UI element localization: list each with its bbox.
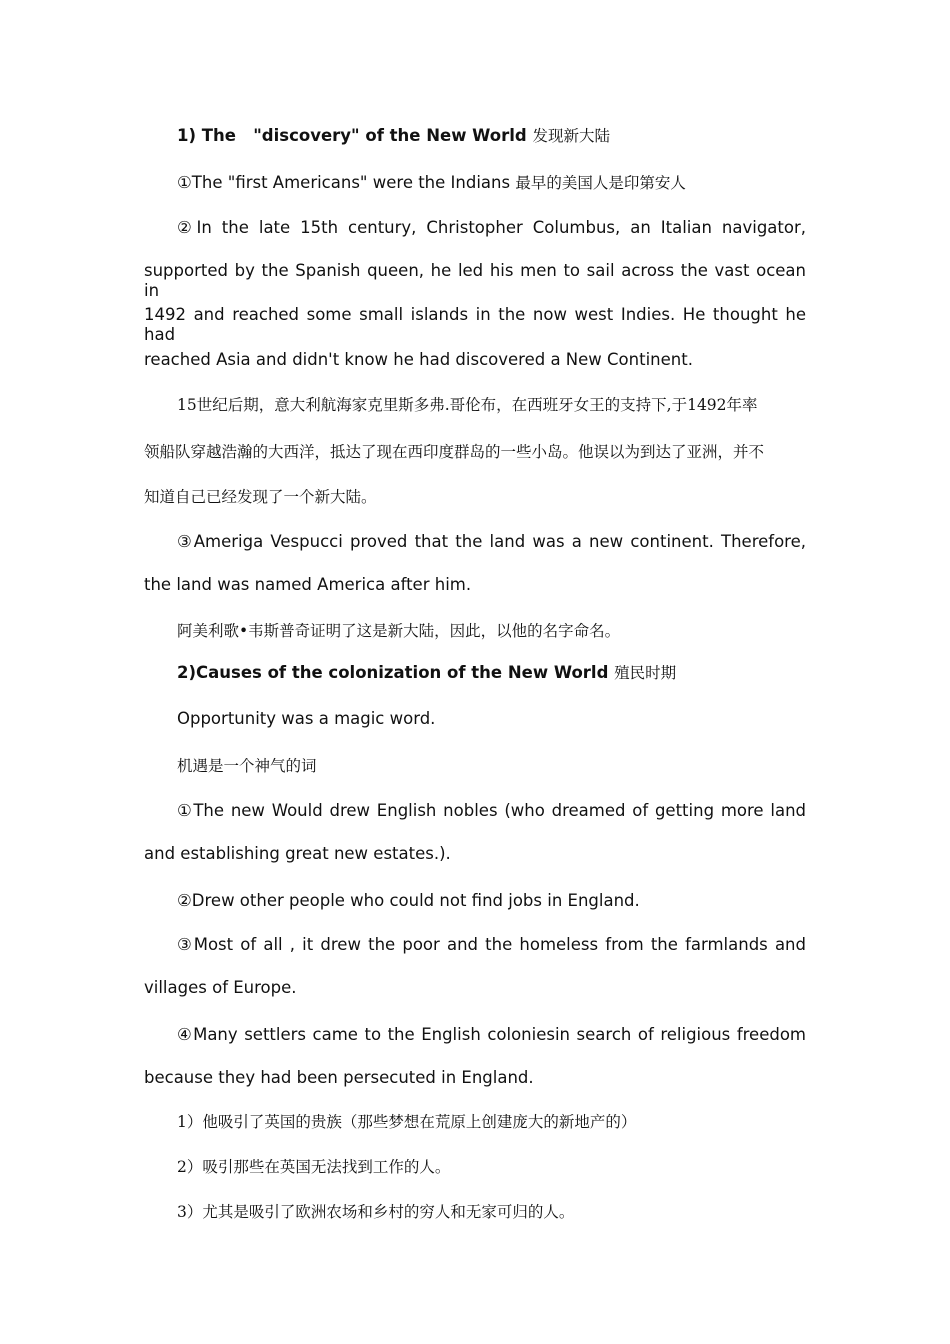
section1-heading-zh: 发现新大陆 xyxy=(532,127,611,145)
section2-intro-zh: 机遇是一个神气的词 xyxy=(177,757,317,775)
section2-heading xyxy=(177,663,806,683)
section2-p1-line-1: ①The new Would drew English nobles (who dreamed of getting more land xyxy=(177,801,806,820)
section2-zh-item-1: 1）他吸引了英国的贵族（那些梦想在荒原上创建庞大的新地产的） xyxy=(177,1113,637,1131)
section1-p3-zh: 阿美利歌•韦斯普奇证明了这是新大陆，因此，以他的名字命名。 xyxy=(177,622,621,640)
section2-intro-en: Opportunity was a magic word. xyxy=(177,709,436,728)
section1-p2-line-3: 1492 and reached some small islands in the now west Indies. He thought he had xyxy=(144,305,806,344)
section1-p1-zh: 最早的美国人是印第安人 xyxy=(515,174,686,192)
section2-p3-line-2: villages of Europe. xyxy=(144,978,297,997)
section1-heading-en: 1) The "discovery" of the New World xyxy=(177,126,527,145)
section1-p2-zh-line-3: 知道自己已经发现了一个新大陆。 xyxy=(144,488,377,506)
section2-p4-line-2: because they had been persecuted in England. xyxy=(144,1068,534,1087)
section2-p1-line-2: and establishing great new estates.). xyxy=(144,844,451,863)
section1-p2-line-2: supported by the Spanish queen, he led his men to sail across the vast ocean in xyxy=(144,261,806,300)
section1-p2-zh-line-1: 15世纪后期，意大利航海家克里斯多弗.哥伦布，在西班牙女王的支持下,于1492年率 xyxy=(177,396,758,414)
section2-p3-line-1: ③Most of all , it drew the poor and the homeless from the farmlands and xyxy=(177,935,806,954)
section2-p2: ②Drew other people who could not find jobs in England. xyxy=(177,891,640,910)
section1-p2-line-1: ②In the late 15th century, Christopher Columbus, an Italian navigator, xyxy=(177,218,806,237)
section1-p3-line-1: ③Ameriga Vespucci proved that the land was a new continent. Therefore, xyxy=(177,532,806,551)
section1-p1-en: ①The "first Americans" were the Indians xyxy=(177,173,511,192)
section2-heading-zh: 殖民时期 xyxy=(614,664,677,682)
section2-p4-line-1: ④Many settlers came to the English coloniesin search of religious freedom xyxy=(177,1025,806,1044)
section2-zh-item-3: 3）尤其是吸引了欧洲农场和乡村的穷人和无家可归的人。 xyxy=(177,1203,575,1221)
section2-heading-en: 2)Causes of the colonization of the New World xyxy=(177,663,609,682)
section1-p3-line-2: the land was named America after him. xyxy=(144,575,472,594)
section1-p2-line-4: reached Asia and didn't know he had discovered a New Continent. xyxy=(144,350,693,369)
section1-p2-zh-line-2: 领船队穿越浩瀚的大西洋，抵达了现在西印度群岛的一些小岛。他误以为到达了亚洲，并不 xyxy=(144,443,765,461)
section2-zh-item-2: 2）吸引那些在英国无法找到工作的人。 xyxy=(177,1158,451,1176)
section1-heading xyxy=(177,126,806,146)
section1-paragraph-1 xyxy=(177,173,806,193)
